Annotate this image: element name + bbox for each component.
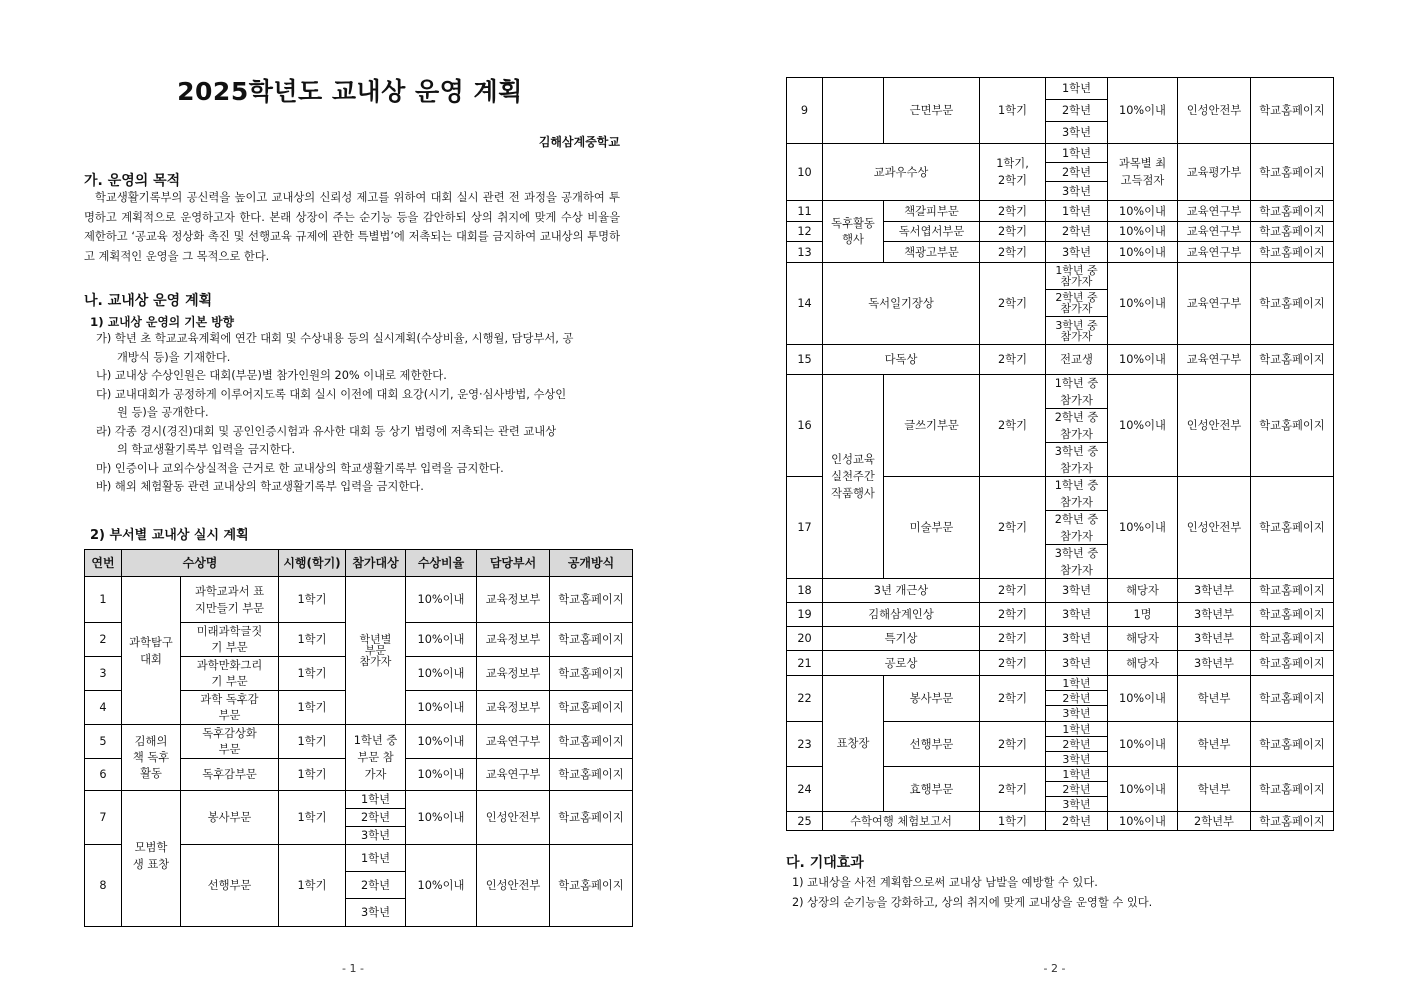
term-cell: 1학기 <box>979 77 1046 144</box>
method-cell: 학교홈페이지 <box>1250 766 1334 812</box>
term-cell: 2학기 <box>979 650 1046 676</box>
dept-cell: 교육정보부 <box>476 576 550 623</box>
dept-cell: 교육연구부 <box>1177 344 1251 375</box>
term-cell: 2학기 <box>979 626 1046 651</box>
ratio-cell: 10%이내 <box>1107 766 1178 812</box>
award-name: 독후감상화 부문 <box>180 724 279 759</box>
target-cell: 2학년 <box>1045 736 1108 752</box>
target-cell: 3학년 <box>1045 578 1108 603</box>
col-header-dept: 담당부서 <box>476 549 550 577</box>
award-name: 선행부문 <box>883 721 980 767</box>
method-cell: 학교홈페이지 <box>1250 262 1334 345</box>
ratio-cell: 10%이내 <box>1107 476 1178 579</box>
method-cell: 학교홈페이지 <box>549 656 633 691</box>
target-cell: 3학년 <box>1045 241 1108 263</box>
dept-cell: 교육정보부 <box>476 690 550 725</box>
ratio-cell: 과목별 최고득점자 <box>1107 143 1178 201</box>
target-cell: 2학년 중 참가자 <box>1045 289 1108 317</box>
row-no: 9 <box>786 77 823 144</box>
term-cell: 1학기, 2학기 <box>979 143 1046 201</box>
award-name: 책광고부문 <box>883 241 980 263</box>
target-cell: 2학년 <box>1045 221 1108 242</box>
dept-cell: 교육연구부 <box>1177 200 1251 222</box>
target-cell: 1학년 중 부문 참가자 <box>345 724 406 791</box>
target-cell: 1학년 <box>1045 675 1108 691</box>
term-cell: 2학기 <box>979 602 1046 627</box>
col-header-no: 연번 <box>84 549 122 577</box>
ratio-cell: 10%이내 <box>1107 721 1178 767</box>
document-title: 2025학년도 교내상 운영 계획 <box>177 77 523 106</box>
ratio-cell: 10%이내 <box>1107 241 1178 263</box>
award-name: 독후감부문 <box>180 758 279 791</box>
dept-cell: 2학년부 <box>1177 811 1251 831</box>
term-cell: 1학기 <box>278 790 346 845</box>
row-no: 24 <box>786 766 823 812</box>
method-cell: 학교홈페이지 <box>1250 241 1334 263</box>
term-cell: 2학기 <box>979 675 1046 722</box>
ratio-cell: 10%이내 <box>405 724 477 759</box>
target-cell: 2학년 <box>1045 162 1108 182</box>
award-name: 교과우수상 <box>822 143 980 201</box>
target-cell: 1학년 <box>1045 77 1108 100</box>
row-no: 17 <box>786 476 823 579</box>
target-cell: 3학년 중 참가자 <box>1045 316 1108 345</box>
group-cell: 김해의 책 독후활동 <box>121 724 181 791</box>
award-name: 선행부문 <box>180 844 279 927</box>
group-cell: 독후활동 행사 <box>822 200 884 263</box>
term-cell: 2학기 <box>979 241 1046 263</box>
term-cell: 1학기 <box>278 844 346 927</box>
target-cell: 2학년 <box>345 808 406 827</box>
term-cell: 1학기 <box>979 811 1046 831</box>
method-cell: 학교홈페이지 <box>549 844 633 927</box>
row-no: 15 <box>786 344 823 375</box>
target-cell: 3학년 <box>1045 602 1108 627</box>
method-cell: 학교홈페이지 <box>1250 602 1334 627</box>
method-cell: 학교홈페이지 <box>1250 675 1334 722</box>
ratio-cell: 해당자 <box>1107 626 1178 651</box>
term-cell: 2학기 <box>979 721 1046 767</box>
dept-cell: 인성안전부 <box>476 844 550 927</box>
row-no: 20 <box>786 626 823 651</box>
method-cell: 학교홈페이지 <box>1250 578 1334 603</box>
col-header-target: 참가대상 <box>345 549 406 577</box>
target-cell: 1학년 <box>1045 721 1108 737</box>
ratio-cell: 10%이내 <box>1107 344 1178 375</box>
row-no: 14 <box>786 262 823 345</box>
target-cell: 3학년 <box>345 826 406 845</box>
row-no: 2 <box>84 622 122 657</box>
term-cell: 2학기 <box>979 344 1046 375</box>
dept-cell: 인성안전부 <box>1177 77 1251 144</box>
col-header-method: 공개방식 <box>549 549 633 577</box>
dept-cell: 교육정보부 <box>476 656 550 691</box>
ratio-cell: 10%이내 <box>1107 262 1178 345</box>
list-item: 바) 해외 체험활동 관련 교내상의 학교생활기록부 입력을 금지한다. <box>96 480 424 493</box>
dept-cell: 학년부 <box>1177 766 1251 812</box>
row-no: 22 <box>786 675 823 722</box>
target-cell: 1학년 중 참가자 <box>1045 262 1108 290</box>
col-header-term: 시행(학기) <box>278 549 346 577</box>
sub2-heading: 2) 부서별 교내상 실시 계획 <box>90 528 249 543</box>
group-cell-continued <box>822 77 884 144</box>
dept-cell: 학년부 <box>1177 675 1251 722</box>
award-name: 글쓰기부문 <box>883 374 980 477</box>
dept-cell: 인성안전부 <box>476 790 550 845</box>
row-no: 16 <box>786 374 823 477</box>
page-number-2: - 2 - <box>1043 962 1066 975</box>
target-cell: 1학년 <box>1045 143 1108 163</box>
list-item: 라) 각종 경시(경진)대회 및 공인인증시험과 유사한 대회 등 상기 법령에 저촉되는 관련 교내상 의 학교생활기록부 입력을 금지한다. <box>96 424 557 456</box>
target-cell: 1학년 <box>1045 200 1108 222</box>
row-no: 8 <box>84 844 122 927</box>
ratio-cell: 10%이내 <box>1107 221 1178 242</box>
ratio-cell: 해당자 <box>1107 578 1178 603</box>
target-cell: 3학년 <box>1045 751 1108 767</box>
dept-cell: 인성안전부 <box>1177 374 1251 477</box>
method-cell: 학교홈페이지 <box>1250 143 1334 201</box>
row-no: 3 <box>84 656 122 691</box>
list-item: 마) 인증이나 교외수상실적을 근거로 한 교내상의 학교생활기록부 입력을 금지한다. <box>96 461 504 475</box>
group-cell: 인성교육 실천주간 작품행사 <box>822 374 884 579</box>
section-ga-heading: 가. 운영의 목적 <box>84 173 181 189</box>
dept-cell: 3학년부 <box>1177 626 1251 651</box>
ratio-cell: 10%이내 <box>405 844 477 927</box>
term-cell: 2학기 <box>979 262 1046 345</box>
school-name: 김해삼계중학교 <box>538 135 620 149</box>
term-cell: 2학기 <box>979 578 1046 603</box>
award-name: 수학여행 체험보고서 <box>822 811 980 831</box>
dept-cell: 교육평가부 <box>1177 143 1251 201</box>
award-name: 미술부문 <box>883 476 980 579</box>
target-cell: 3학년 <box>1045 181 1108 201</box>
target-cell: 1학년 <box>345 790 406 809</box>
method-cell: 학교홈페이지 <box>1250 650 1334 676</box>
col-header-name: 수상명 <box>121 549 279 577</box>
ratio-cell: 10%이내 <box>405 576 477 623</box>
list-item: 나) 교내상 수상인원은 대회(부문)별 참가인원의 20% 이내로 제한한다. <box>96 369 447 382</box>
term-cell: 1학기 <box>278 758 346 791</box>
target-cell: 3학년 <box>345 898 406 927</box>
target-cell: 1학년 <box>1045 766 1108 782</box>
target-cell: 2학년 <box>345 871 406 899</box>
method-cell: 학교홈페이지 <box>549 724 633 759</box>
ratio-cell: 10%이내 <box>1107 675 1178 722</box>
target-cell: 3학년 중 참가자 <box>1045 544 1108 579</box>
award-name: 과학 독후감부문 <box>180 690 279 725</box>
expected-effect-1: 1) 교내상을 사전 계획함으로써 교내상 남발을 예방할 수 있다. <box>792 876 1098 889</box>
award-name: 독서엽서부문 <box>883 221 980 242</box>
method-cell: 학교홈페이지 <box>549 576 633 623</box>
ratio-cell: 10%이내 <box>405 758 477 791</box>
ratio-cell: 10%이내 <box>405 690 477 725</box>
section-da-heading: 다. 기대효과 <box>786 855 864 871</box>
sub1-heading: 1) 교내상 운영의 기본 방향 <box>90 315 234 329</box>
target-cell: 3학년 <box>1045 121 1108 144</box>
row-no: 25 <box>786 811 823 831</box>
ratio-cell: 10%이내 <box>405 656 477 691</box>
award-name: 김해삼계인상 <box>822 602 980 627</box>
term-cell: 2학기 <box>979 766 1046 812</box>
method-cell: 학교홈페이지 <box>1250 721 1334 767</box>
ratio-cell: 10%이내 <box>1107 811 1178 831</box>
award-name: 책갈피부문 <box>883 200 980 222</box>
target-cell: 1학년 중 참가자 <box>1045 374 1108 409</box>
dept-cell: 교육연구부 <box>476 758 550 791</box>
row-no: 11 <box>786 200 823 222</box>
group-cell: 표창장 <box>822 675 884 812</box>
term-cell: 1학기 <box>278 622 346 657</box>
term-cell: 1학기 <box>278 656 346 691</box>
dept-cell: 교육연구부 <box>1177 221 1251 242</box>
target-cell: 1학년 중 참가자 <box>1045 476 1108 511</box>
list-item: 다) 교내대회가 공정하게 이루어지도록 대회 실시 이전에 대회 요강(시기, 운영·심사방법, 수상인 원 등)을 공개한다. <box>96 387 567 419</box>
award-name: 3년 개근상 <box>822 578 980 603</box>
award-name: 근면부문 <box>883 77 980 144</box>
target-cell: 3학년 <box>1045 705 1108 722</box>
target-cell: 1학년 <box>345 844 406 872</box>
target-cell: 2학년 <box>1045 690 1108 706</box>
target-cell: 2학년 <box>1045 781 1108 797</box>
method-cell: 학교홈페이지 <box>1250 374 1334 477</box>
row-no: 7 <box>84 790 122 845</box>
award-name: 효행부문 <box>883 766 980 812</box>
term-cell: 2학기 <box>979 374 1046 477</box>
award-name: 과학교과서 표지만들기 부문 <box>180 576 279 623</box>
term-cell: 1학기 <box>278 690 346 725</box>
method-cell: 학교홈페이지 <box>1250 344 1334 375</box>
method-cell: 학교홈페이지 <box>549 690 633 725</box>
row-no: 21 <box>786 650 823 676</box>
award-name: 봉사부문 <box>883 675 980 722</box>
method-cell: 학교홈페이지 <box>1250 626 1334 651</box>
term-cell: 1학기 <box>278 724 346 759</box>
award-name: 봉사부문 <box>180 790 279 845</box>
target-cell: 2학년 <box>1045 99 1108 122</box>
dept-cell: 교육정보부 <box>476 622 550 657</box>
row-no: 23 <box>786 721 823 767</box>
row-no: 19 <box>786 602 823 627</box>
target-cell: 2학년 중 참가자 <box>1045 510 1108 545</box>
target-cell: 2학년 중 참가자 <box>1045 408 1108 443</box>
basic-direction-list <box>96 330 620 497</box>
method-cell: 학교홈페이지 <box>549 758 633 791</box>
page-number-1: - 1 - <box>342 962 364 975</box>
award-name: 과학만화그리기 부문 <box>180 656 279 691</box>
expected-effect-2: 2) 상장의 순기능을 강화하고, 상의 취지에 맞게 교내상을 운영할 수 있다. <box>792 896 1153 909</box>
row-no: 5 <box>84 724 122 759</box>
term-cell: 1학기 <box>278 576 346 623</box>
ratio-cell: 10%이내 <box>405 790 477 845</box>
method-cell: 학교홈페이지 <box>1250 221 1334 242</box>
row-no: 10 <box>786 143 823 201</box>
col-header-ratio: 수상비율 <box>405 549 477 577</box>
method-cell: 학교홈페이지 <box>549 622 633 657</box>
ratio-cell: 10%이내 <box>405 622 477 657</box>
row-no: 18 <box>786 578 823 603</box>
term-cell: 2학기 <box>979 200 1046 222</box>
award-name: 특기상 <box>822 626 980 651</box>
list-item: 가) 학년 초 학교교육계획에 연간 대회 및 수상내용 등의 실시계획(수상비율, 시행월, 담당부서, 공 개방식 등)을 기재한다. <box>96 332 574 364</box>
target-cell: 3학년 <box>1045 796 1108 812</box>
dept-cell: 3학년부 <box>1177 602 1251 627</box>
method-cell: 학교홈페이지 <box>1250 200 1334 222</box>
dept-cell: 학년부 <box>1177 721 1251 767</box>
dept-cell: 교육연구부 <box>1177 262 1251 345</box>
target-cell: 전교생 <box>1045 344 1108 375</box>
ratio-cell: 10%이내 <box>1107 374 1178 477</box>
section-ga-paragraph: 학교생활기록부의 공신력을 높이고 교내상의 신뢰성 제고를 위하여 대회 실시 관련 전 과정을 공개하여 투명하고 계획적으로 운영하고자 한다. 본래 상장이 주는 순기능 등을 감안하되 상의 취지에 맞게 수상 비율을 제한하고 ‘공교육 정상화 촉진 및 선행교육 규제에 관한 특별법’에 저촉되는 대회를 금지하여 교내상의 투명하고 계획적인 운영을 그 목적으로 한다. <box>84 191 620 263</box>
dept-cell: 인성안전부 <box>1177 476 1251 579</box>
group-cell: 모범학생 표창 <box>121 790 181 927</box>
method-cell: 학교홈페이지 <box>1250 476 1334 579</box>
dept-cell: 교육연구부 <box>476 724 550 759</box>
target-cell: 3학년 <box>1045 626 1108 651</box>
target-cell: 2학년 <box>1045 811 1108 831</box>
dept-cell: 3학년부 <box>1177 650 1251 676</box>
method-cell: 학교홈페이지 <box>1250 77 1334 144</box>
ratio-cell: 1명 <box>1107 602 1178 627</box>
target-cell: 3학년 중 참가자 <box>1045 442 1108 477</box>
row-no: 1 <box>84 576 122 623</box>
target-cell: 3학년 <box>1045 650 1108 676</box>
award-name: 미래과학글짓기 부문 <box>180 622 279 657</box>
dept-cell: 교육연구부 <box>1177 241 1251 263</box>
award-name: 독서일기장상 <box>822 262 980 345</box>
term-cell: 2학기 <box>979 221 1046 242</box>
row-no: 12 <box>786 221 823 242</box>
ratio-cell: 해당자 <box>1107 650 1178 676</box>
group-cell: 과학탐구 대회 <box>121 576 181 725</box>
row-no: 4 <box>84 690 122 725</box>
section-na-heading: 나. 교내상 운영 계획 <box>84 293 213 309</box>
ratio-cell: 10%이내 <box>1107 77 1178 144</box>
award-name: 다독상 <box>822 344 980 375</box>
row-no: 6 <box>84 758 122 791</box>
ratio-cell: 10%이내 <box>1107 200 1178 222</box>
term-cell: 2학기 <box>979 476 1046 579</box>
method-cell: 학교홈페이지 <box>549 790 633 845</box>
target-cell: 학년별 부문 참가자 <box>345 576 406 725</box>
row-no: 13 <box>786 241 823 263</box>
dept-cell: 3학년부 <box>1177 578 1251 603</box>
award-name: 공로상 <box>822 650 980 676</box>
method-cell: 학교홈페이지 <box>1250 811 1334 831</box>
